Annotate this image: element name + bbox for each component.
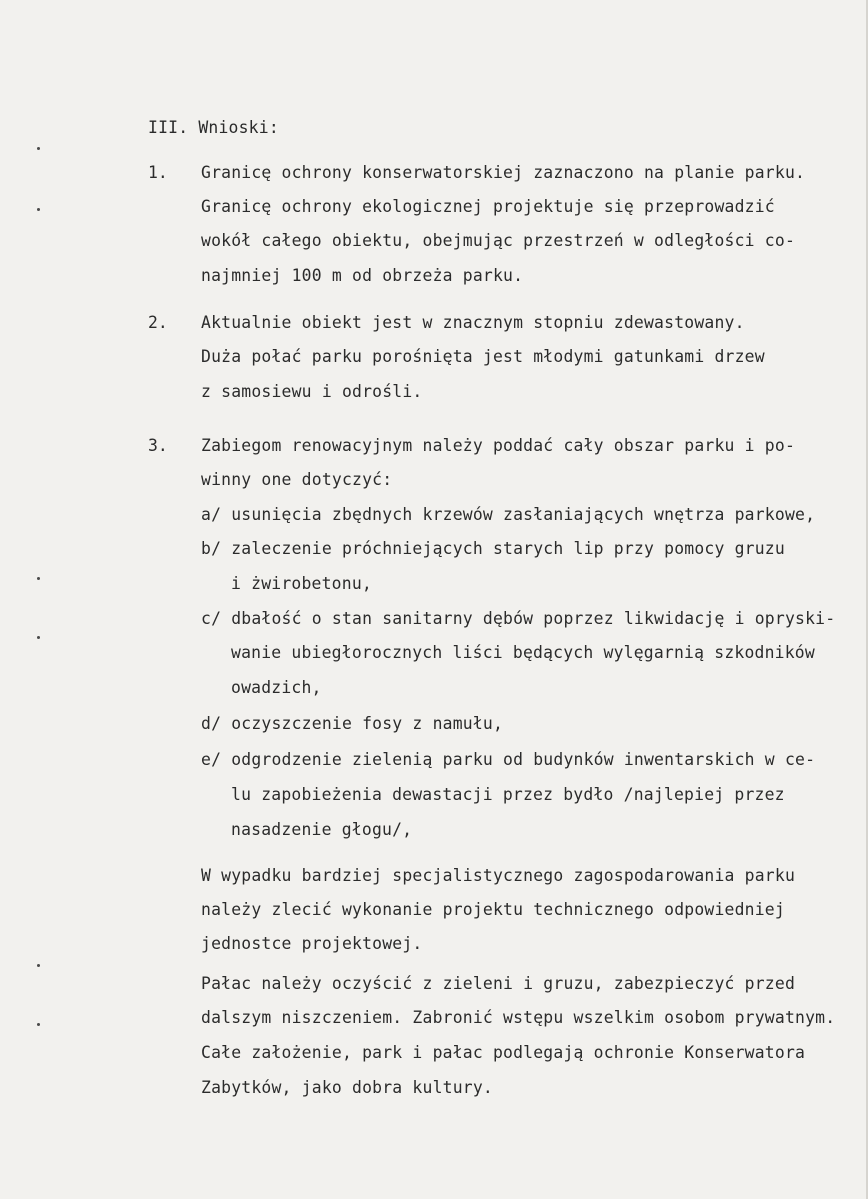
subitem-line: d/ oczyszczenie fosy z namułu, <box>201 714 504 733</box>
item-number: 2. <box>148 313 168 332</box>
subitem-line: c/ dbałość o stan sanitarny dębów poprzez likwidację i opryski- <box>201 609 836 628</box>
item-number: 3. <box>148 436 168 455</box>
subitem-line: wanie ubiegłorocznych liści będących wylęgarnią szkodników <box>231 643 815 662</box>
subitem-line: b/ zaleczenie próchniejących starych lip przy pomocy gruzu <box>201 539 785 558</box>
item-line: z samosiewu i odrośli. <box>201 382 423 401</box>
closing-line: Zabytków, jako dobra kultury. <box>201 1078 493 1097</box>
item-line: Duża połać parku porośnięta jest młodymi gatunkami drzew <box>201 347 765 366</box>
item-line: najmniej 100 m od obrzeża parku. <box>201 266 524 285</box>
closing-line: W wypadku bardziej specjalistycznego zagospodarowania parku <box>201 866 796 885</box>
subitem-line: lu zapobieżenia dewastacji przez bydło /najlepiej przez <box>231 785 785 804</box>
subitem-line: owadzich, <box>231 678 322 697</box>
item-line: wokół całego obiektu, obejmując przestrzeń w odległości co- <box>201 231 796 250</box>
item-line: Granicę ochrony ekologicznej projektuje się przeprowadzić <box>201 197 775 216</box>
closing-line: Pałac należy oczyścić z zieleni i gruzu, zabezpieczyć przed <box>201 974 796 993</box>
item-line: Aktualnie obiekt jest w znacznym stopniu zdewastowany. <box>201 313 745 332</box>
subitem-line: nasadzenie głogu/, <box>231 820 413 839</box>
margin-dot <box>37 1023 40 1026</box>
margin-dot <box>37 147 40 150</box>
item-line: Zabiegom renowacyjnym należy poddać cały obszar parku i po- <box>201 436 796 455</box>
item-line: Granicę ochrony konserwatorskiej zaznaczono na planie parku. <box>201 163 806 182</box>
closing-line: należy zlecić wykonanie projektu technicznego odpowiedniej <box>201 900 785 919</box>
closing-line: Całe założenie, park i pałac podlegają ochronie Konserwatora <box>201 1043 806 1062</box>
subitem-line: i żwirobetonu, <box>231 574 372 593</box>
margin-dot <box>37 636 40 639</box>
closing-line: jednostce projektowej. <box>201 934 423 953</box>
subitem-line: a/ usunięcia zbędnych krzewów zasłaniających wnętrza parkowe, <box>201 505 816 524</box>
item-line: winny one dotyczyć: <box>201 470 393 489</box>
margin-dot <box>37 208 40 211</box>
subitem-line: e/ odgrodzenie zielenią parku od budynków inwentarskich w ce- <box>201 750 816 769</box>
margin-dot <box>37 964 40 967</box>
item-number: 1. <box>148 163 168 182</box>
margin-dot <box>37 577 40 580</box>
section-heading: III. Wnioski: <box>148 118 279 137</box>
closing-line: dalszym niszczeniem. Zabronić wstępu wszelkim osobom prywatnym. <box>201 1008 836 1027</box>
